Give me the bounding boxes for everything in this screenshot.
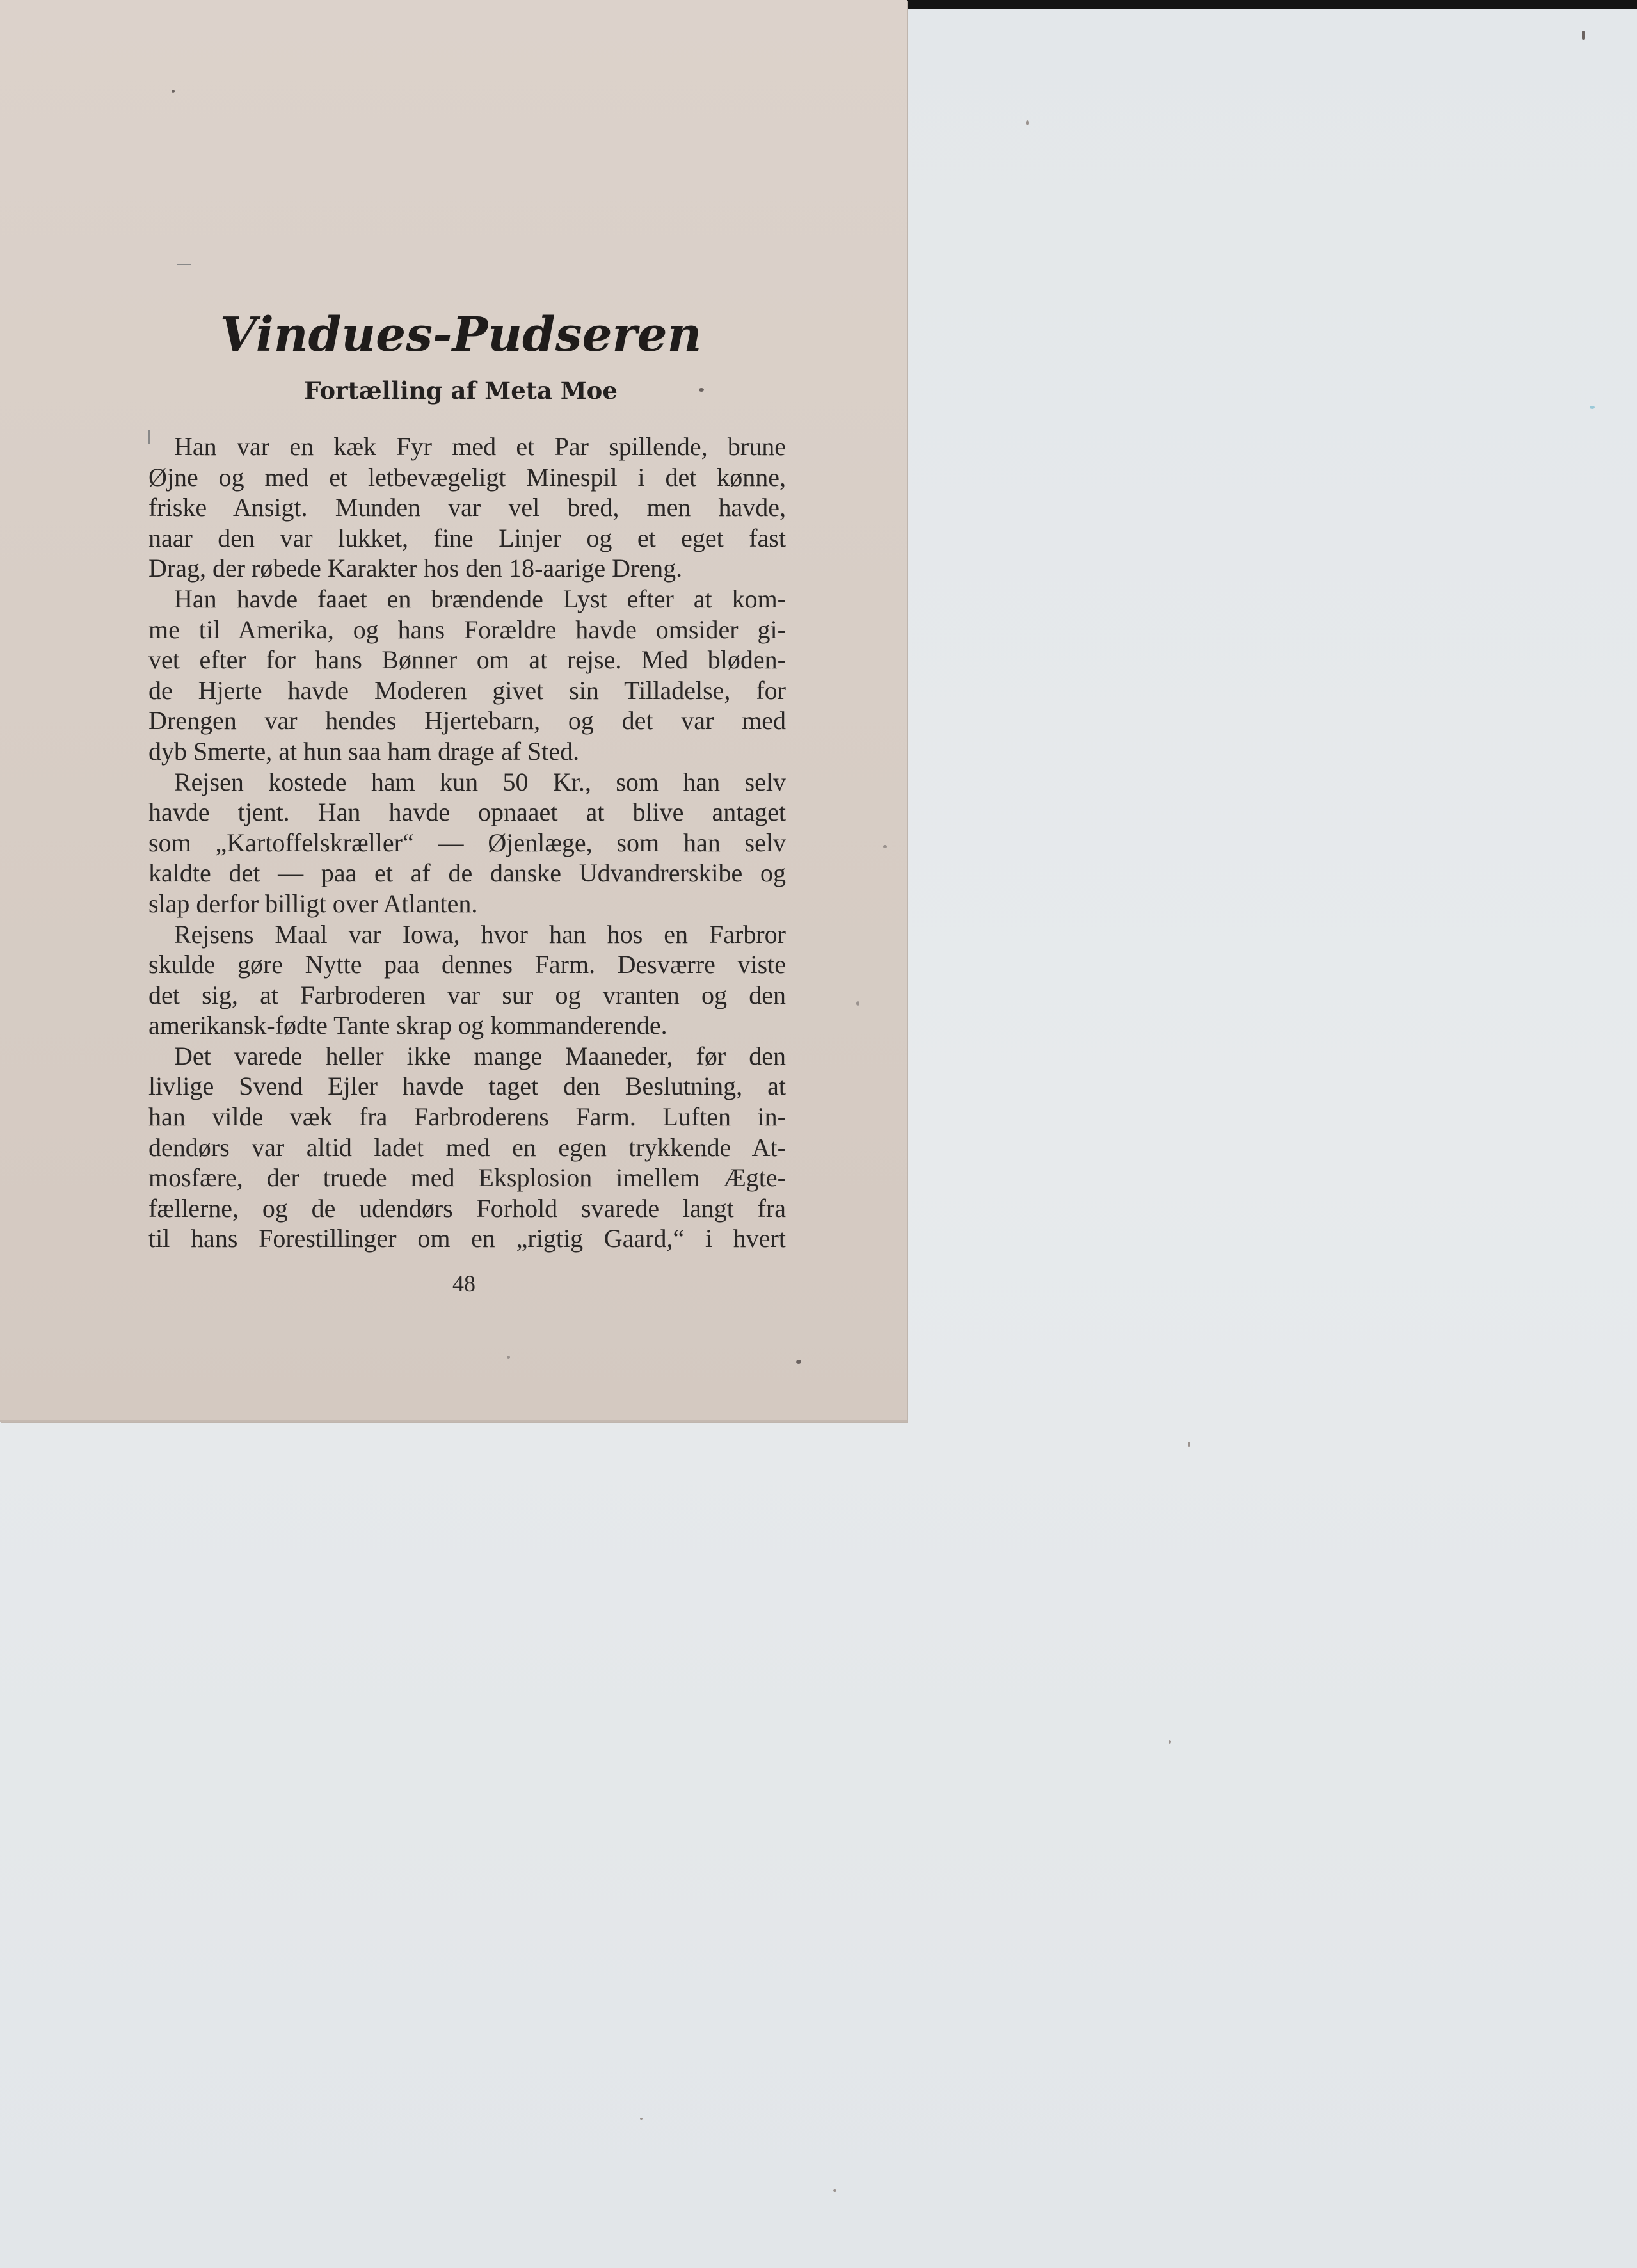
- scan-speck: [1026, 120, 1029, 125]
- text-line: amerikansk-fødte Tante skrap og kommanderende.: [148, 1011, 667, 1040]
- text-line: Det varede heller ikke mange Maaneder, før den: [174, 1041, 786, 1070]
- scanner-edge: [902, 0, 1637, 9]
- scan-speck: [640, 2118, 643, 2120]
- newspaper-clipping: [0, 0, 907, 1422]
- text-line: dendørs var altid ladet med en egen trykkende At-: [148, 1132, 786, 1162]
- text-line: fællerne, og de udendørs Forhold svarede langt fra: [148, 1193, 786, 1223]
- paper-speck: [172, 90, 175, 93]
- paper-speck: [507, 1356, 510, 1359]
- text-line: til hans Forestillinger om en „rigtig Gaard,“ i hvert: [148, 1224, 786, 1253]
- text-line: han vilde væk fra Farbroderens Farm. Luften in-: [148, 1102, 786, 1132]
- paper-speck: [699, 388, 704, 392]
- text-line: Rejsen kostede ham kun 50 Kr., som han selv: [174, 767, 786, 796]
- scan-speck: [1188, 1442, 1190, 1447]
- text-line: Han havde faaet en brændende Lyst efter at kom-: [174, 584, 786, 613]
- scan-speck: [1590, 406, 1595, 409]
- scan-speck: [1169, 1740, 1171, 1744]
- text-line: Drengen var hendes Hjertebarn, og det var med: [148, 706, 786, 736]
- text-line: Rejsens Maal var Iowa, hvor han hos en Farbror: [174, 919, 786, 949]
- text-line: mosfære, der truede med Eksplosion imellem Ægte-: [148, 1163, 786, 1193]
- text-line: dyb Smerte, at hun saa ham drage af Sted.: [148, 736, 580, 766]
- paper-speck: [796, 1360, 801, 1364]
- scan-speck: [833, 2189, 836, 2192]
- article-byline: Fortælling af Meta Moe: [304, 376, 618, 405]
- text-line: havde tjent. Han havde opnaaet at blive antaget: [148, 798, 786, 827]
- text-line: friske Ansigt. Munden var vel bred, men havde,: [148, 493, 786, 522]
- text-line: Han var en kæk Fyr med et Par spillende, brune: [174, 432, 786, 461]
- text-line: me til Amerika, og hans Forældre havde omsider gi-: [148, 615, 786, 644]
- scan-speck: [1582, 31, 1585, 40]
- clipping-edge: [0, 1420, 907, 1422]
- paper-mark: [177, 264, 191, 265]
- text-line: de Hjerte havde Moderen givet sin Tilladelse, for: [148, 675, 786, 705]
- text-line: Øjne og med et letbevægeligt Minespil i det kønne,: [148, 462, 786, 492]
- article-title: Vindues-Pudseren: [220, 307, 702, 362]
- text-line: som „Kartoffelskræller“ — Øjenlæge, som han selv: [148, 828, 786, 857]
- text-line: slap derfor billigt over Atlanten.: [148, 889, 478, 918]
- text-line: det sig, at Farbroderen var sur og vranten og den: [148, 980, 786, 1009]
- text-line: kaldte det — paa et af de danske Udvandrerskibe og: [148, 858, 786, 888]
- text-line: Drag, der røbede Karakter hos den 18-aarige Dreng.: [148, 554, 683, 583]
- paper-speck: [856, 1001, 859, 1006]
- page-number: 48: [452, 1271, 475, 1296]
- text-line: livlige Svend Ejler havde taget den Beslutning, at: [148, 1072, 786, 1101]
- paper-speck: [883, 845, 887, 848]
- text-line: vet efter for hans Bønner om at rejse. Med bløden-: [148, 645, 786, 675]
- text-line: naar den var lukket, fine Linjer og et eget fast: [148, 523, 786, 552]
- paper-mark: [148, 430, 150, 444]
- article-body: [148, 431, 786, 1254]
- text-line: skulde gøre Nytte paa dennes Farm. Desværre viste: [148, 950, 786, 979]
